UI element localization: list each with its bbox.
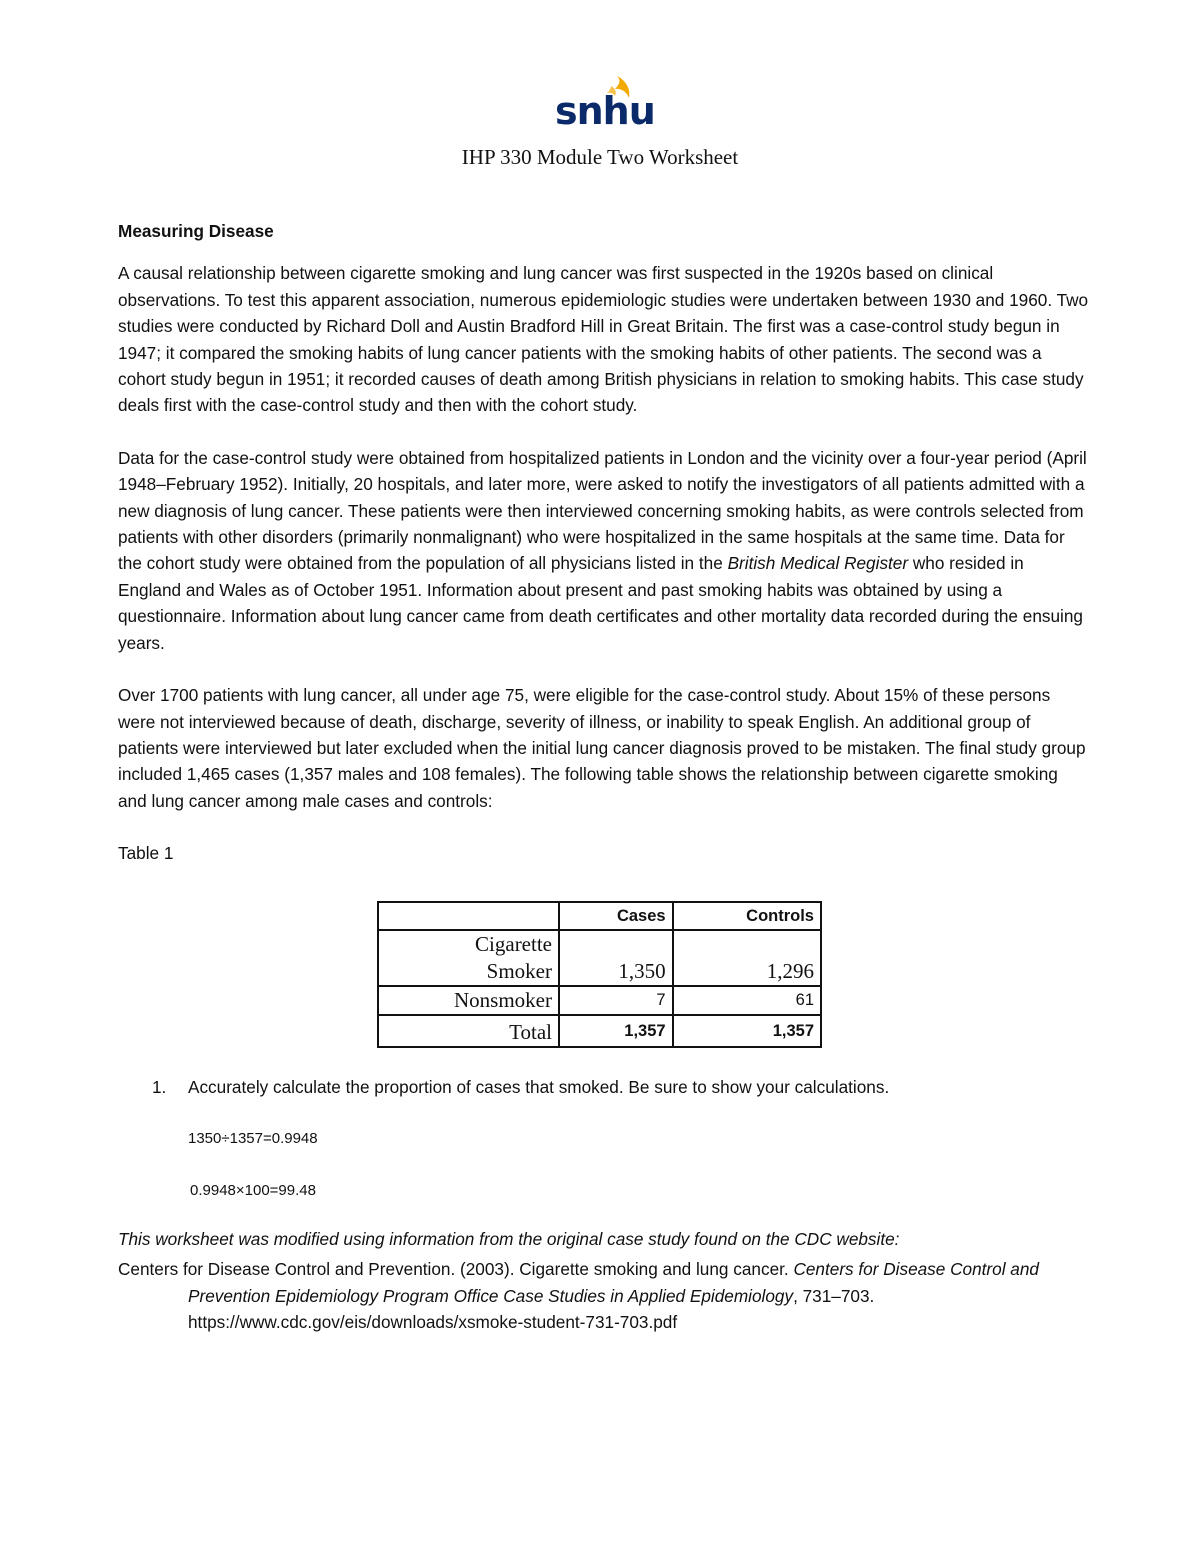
question-item [118, 1074, 1090, 1100]
row-label-smoker [378, 930, 559, 986]
reference-pages: , 731–703. [793, 1285, 875, 1306]
table-header-controls: Controls [673, 902, 821, 930]
cell-smoker-controls: 1,296 [673, 930, 821, 986]
table-header-empty [378, 902, 559, 930]
question-number: 1. [152, 1076, 167, 1097]
question-list [118, 1074, 1090, 1100]
paragraph-study-group: Over 1700 patients with lung cancer, all under age 75, were eligible for the case-control study. About 15% of these persons were not interviewed because of death, discharge, severity of illness, or inability to speak English. An additional group of patients were interviewed but later excluded when the initial lung cancer diagnosis proved to be mistaken. The final study group included 1,465 cases (1,357 males and 108 females). The following table shows the relationship between cigarette smoking and lung cancer among male cases and controls: [118, 685, 1086, 811]
source-note: This worksheet was modified using information from the original case study found on the CDC website: [118, 1228, 900, 1249]
cell-nonsmoker-controls: 61 [673, 986, 821, 1015]
table-row [378, 930, 821, 986]
calculation-line-2: 0.9948×100=99.48 [190, 1181, 316, 1199]
paragraph-text: Data for the case-control study were obtained from hospitalized patients in London and the vicinity over a four-year period (April 1948–February 1952). Initially, 20 hospitals, and later more, were asked to notify the investigators of all patients admitted with a new diagnosis of lung cancer. These patients were then interviewed concerning smoking habits, as were controls selected from patients with other disorders (primarily nonmalignant) who were hospitalized in the same hospitals at the same time. Data for the cohort study were obtained from the population of all physicians listed in the [118, 447, 1087, 574]
reference-url[interactable]: https://www.cdc.gov/eis/downloads/xsmoke-student-731-703.pdf [188, 1312, 678, 1333]
cell-total-cases: 1,357 [559, 1015, 673, 1047]
cell-total-controls: 1,357 [673, 1015, 821, 1047]
snhu-logo [555, 74, 655, 134]
cell-nonsmoker-cases: 7 [559, 986, 673, 1015]
paragraph-intro: A causal relationship between cigarette smoking and lung cancer was first suspected in the 1920s based on clinical observations. To test this apparent association, numerous epidemiologic studies were undertaken between 1930 and 1960. Two studies were conducted by Richard Doll and Austin Bradford Hill in Great Britain. The first was a case-control study begun in 1947; it compared the smoking habits of lung cancer patients with the smoking habits of other patients. The second was a cohort study begun in 1951; it recorded causes of death among British physicians in relation to smoking habits. This case study deals first with the case-control study and then with the cohort study. [118, 263, 1089, 416]
table-header-row [378, 902, 821, 930]
calculation-line-1: 1350÷1357=0.9948 [188, 1129, 318, 1147]
table-caption: Table 1 [118, 843, 174, 864]
paragraph-data-sources [118, 445, 1090, 656]
document-body [118, 218, 1090, 1336]
register-name: British Medical Register [727, 553, 909, 574]
row-label-line: Smoker [486, 958, 552, 983]
section-heading: Measuring Disease [118, 221, 274, 241]
cell-smoker-cases: 1,350 [559, 930, 673, 986]
table-header-cases: Cases [559, 902, 673, 930]
reference-journal: Centers for Disease Control and Prevention Epidemiology Program Office Case Studies in Applied Epidemiology [188, 1259, 1039, 1306]
table-row [378, 1015, 821, 1047]
paragraph-text: who resided in England and Wales as of October 1951. Information about present and past smoking habits was obtained by using a questionnaire. Information about lung cancer came from death certificates and other mortality data recorded during the ensuing years. [118, 553, 1083, 653]
row-label-nonsmoker: Nonsmoker [378, 986, 559, 1015]
reference-text: Centers for Disease Control and Prevention. (2003). Cigarette smoking and lung cancer. [118, 1259, 794, 1280]
row-label-total: Total [378, 1015, 559, 1047]
reference-citation [118, 1256, 1090, 1335]
page-title: IHP 330 Module Two Worksheet [461, 145, 739, 169]
smoking-table [377, 901, 822, 1048]
table-row [378, 986, 821, 1015]
logo-wordmark: snhu [555, 89, 655, 133]
question-text: Accurately calculate the proportion of cases that smoked. Be sure to show your calculations. [188, 1076, 890, 1097]
row-label-line: Cigarette [475, 931, 552, 956]
